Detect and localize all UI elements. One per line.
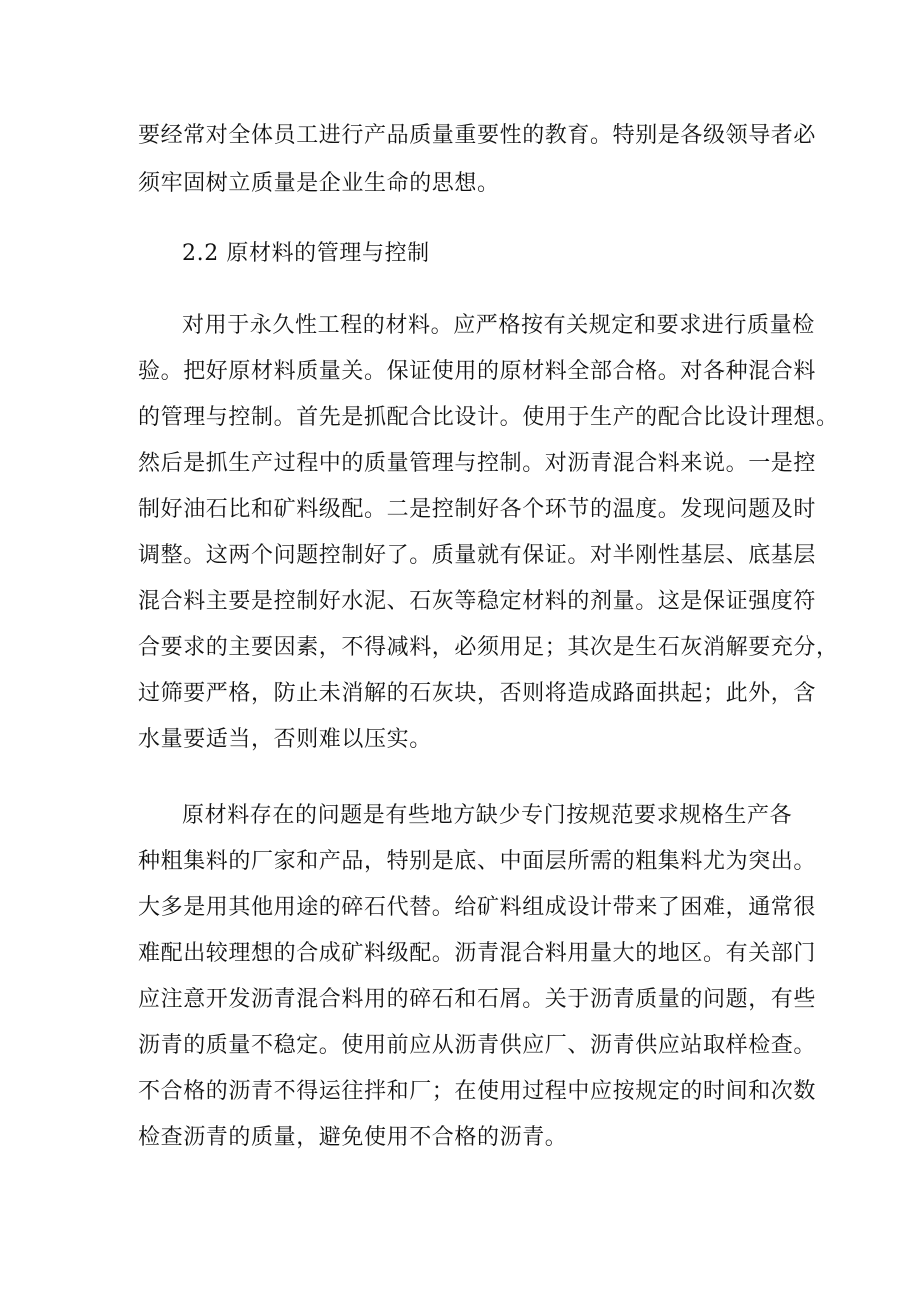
paragraph1-line-3: 的管理与控制。首先是抓配合比设计。使用于生产的配合比设计理想。 [138,405,839,430]
paragraph2-line-6: 沥青的质量不稳定。使用前应从沥青供应厂、沥青供应站取样检查。 [138,1033,817,1058]
section-heading: 2.2 原材料的管理与控制 [182,241,430,266]
paragraph1-line-1: 对用于永久性工程的材料。应严格按有关规定和要求进行质量检 [182,313,815,338]
paragraph2-line-1: 原材料存在的问题是有些地方缺少专门按规范要求规格生产各 [182,803,793,828]
paragraph1-line-4: 然后是抓生产过程中的质量管理与控制。对沥青混合料来说。一是控 [138,451,817,476]
intro-line-2: 须牢固树立质量是企业生命的思想。 [138,171,500,196]
paragraph1-line-10: 水量要适当，否则难以压实。 [138,727,432,752]
paragraph1-line-2: 验。把好原材料质量关。保证使用的原材料全部合格。对各种混合料 [138,359,817,384]
paragraph2-line-4: 难配出较理想的合成矿料级配。沥青混合料用量大的地区。有关部门 [138,941,817,966]
paragraph2-line-8: 检查沥青的质量，避免使用不合格的沥青。 [138,1125,568,1150]
paragraph1-line-5: 制好油石比和矿料级配。二是控制好各个环节的温度。发现问题及时 [138,497,817,522]
paragraph1-line-6: 调整。这两个问题控制好了。质量就有保证。对半刚性基层、底基层 [138,543,817,568]
paragraph2-line-5: 应注意开发沥青混合料用的碎石和石屑。关于沥青质量的问题，有些 [138,987,817,1012]
intro-line-1: 要经常对全体员工进行产品质量重要性的教育。特别是各级领导者必 [138,123,817,148]
paragraph2-line-3: 大多是用其他用途的碎石代替。给矿料组成设计带来了困难，通常很 [138,895,817,920]
paragraph1-line-8: 合要求的主要因素，不得减料，必须用足；其次是生石灰消解要充分， [138,635,839,660]
paragraph2-line-7: 不合格的沥青不得运往拌和厂；在使用过程中应按规定的时间和次数 [138,1079,817,1104]
paragraph1-line-7: 混合料主要是控制好水泥、石灰等稳定材料的剂量。这是保证强度符 [138,589,817,614]
paragraph1-line-9: 过筛要严格，防止未消解的石灰块，否则将造成路面拱起；此外，含 [138,681,817,706]
paragraph2-line-2: 种粗集料的厂家和产品，特别是底、中面层所需的粗集料尤为突出。 [138,849,817,874]
